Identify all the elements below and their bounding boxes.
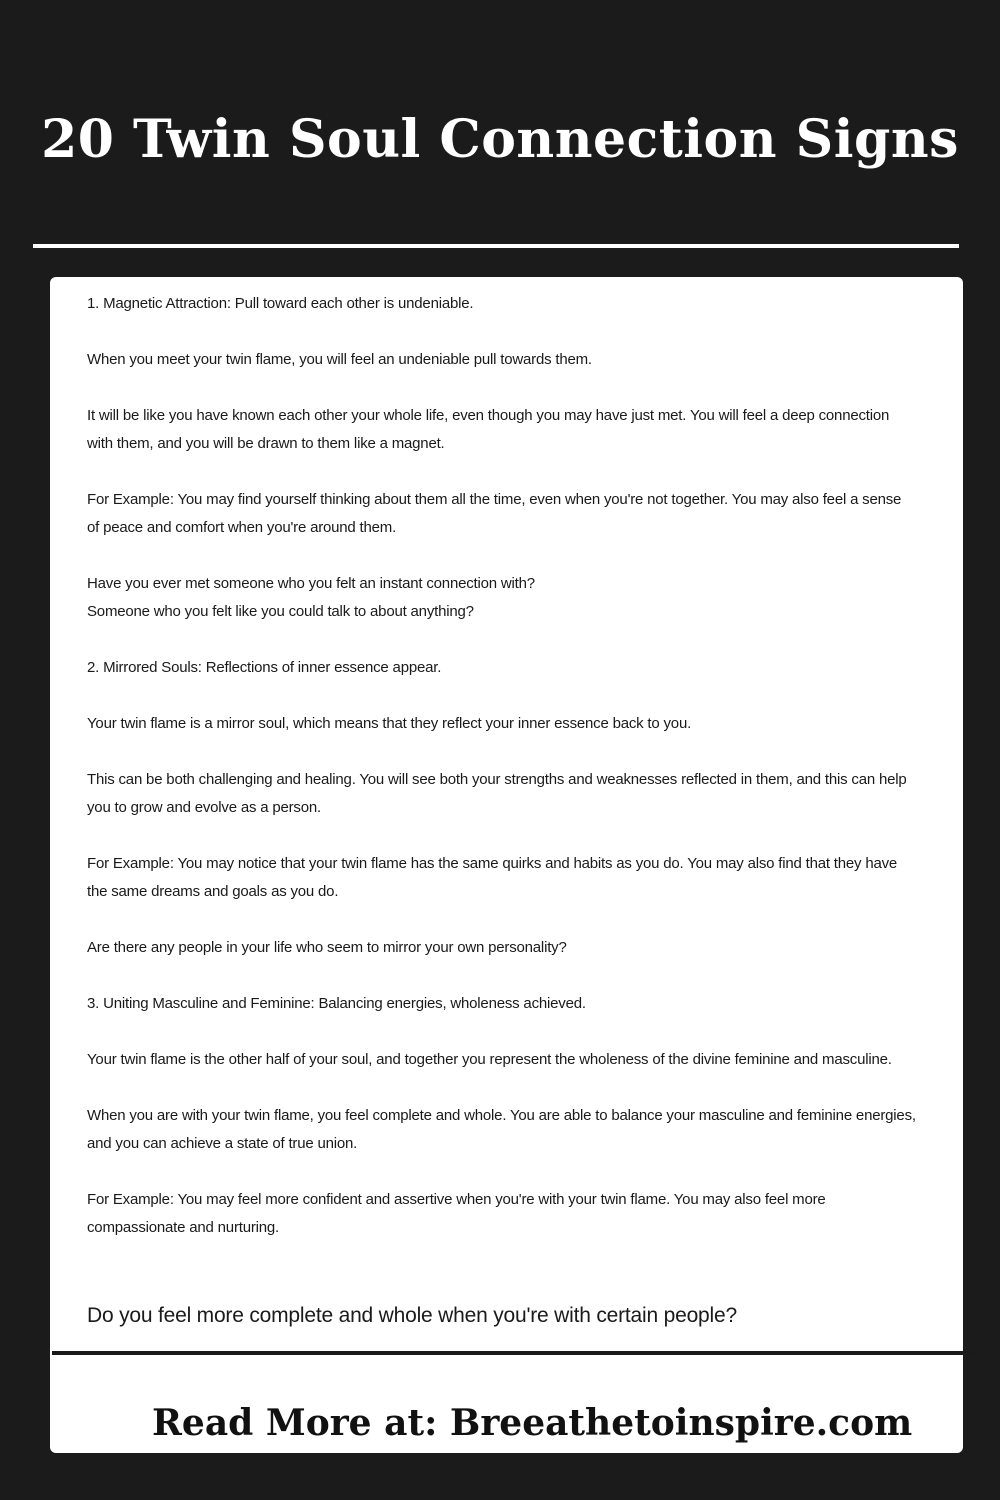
article-paragraph — [87, 402, 917, 458]
article-paragraph — [87, 766, 917, 822]
paragraph-line: Have you ever met someone who you felt an instant connection with? — [87, 575, 535, 592]
read-more-link[interactable]: Read More at: Breeathetoinspire.com — [152, 1402, 913, 1444]
article-paragraph — [87, 1186, 917, 1242]
paragraph-line: It will be like you have known each other your whole life, even though you may have just met. You will feel a deep connection with them, and you will be drawn to them like a magnet. — [87, 407, 890, 452]
article-paragraph — [87, 290, 917, 318]
footer-divider — [52, 1351, 978, 1355]
paragraph-line: When you are with your twin flame, you feel complete and whole. You are able to balance your masculine and feminine energies, and you can achieve a state of true union. — [87, 1107, 916, 1152]
article-paragraph — [87, 1102, 917, 1158]
paragraph-line: 3. Uniting Masculine and Feminine: Balancing energies, wholeness achieved. — [87, 995, 586, 1012]
article-paragraph — [87, 934, 917, 962]
page-title: 20 Twin Soul Connection Signs — [41, 109, 959, 170]
article-paragraph — [87, 486, 917, 542]
article-paragraph — [87, 710, 917, 738]
title-divider — [33, 244, 959, 248]
paragraph-line: This can be both challenging and healing. You will see both your strengths and weaknesses reflected in them, and this can help you to grow and evolve as a person. — [87, 771, 907, 816]
paragraph-line: For Example: You may feel more confident and assertive when you're with your twin flame. You may also feel more compassionate and nurturing. — [87, 1191, 826, 1236]
article-paragraph — [87, 570, 917, 626]
article-paragraph — [87, 850, 917, 906]
closing-question: Do you feel more complete and whole when you're with certain people? — [87, 1304, 737, 1327]
paragraph-line: Your twin flame is a mirror soul, which means that they reflect your inner essence back to you. — [87, 715, 692, 732]
paragraph-line: Someone who you felt like you could talk to about anything? — [87, 603, 474, 620]
paragraph-line: Are there any people in your life who seem to mirror your own personality? — [87, 939, 567, 956]
paragraph-line: When you meet your twin flame, you will feel an undeniable pull towards them. — [87, 351, 592, 368]
article-body — [87, 290, 917, 1270]
article-paragraph — [87, 1046, 917, 1074]
paragraph-line: For Example: You may find yourself thinking about them all the time, even when you're not together. You may also feel a sense of peace and comfort when you're around them. — [87, 491, 902, 536]
paragraph-line: Your twin flame is the other half of your soul, and together you represent the wholeness of the divine feminine and masculine. — [87, 1051, 892, 1068]
paragraph-line: For Example: You may notice that your twin flame has the same quirks and habits as you do. You may also find that they have the same dreams and goals as you do. — [87, 855, 898, 900]
article-paragraph — [87, 346, 917, 374]
article-paragraph — [87, 654, 917, 682]
paragraph-line: 2. Mirrored Souls: Reflections of inner essence appear. — [87, 659, 442, 676]
paragraph-line: 1. Magnetic Attraction: Pull toward each other is undeniable. — [87, 295, 474, 312]
article-paragraph — [87, 990, 917, 1018]
